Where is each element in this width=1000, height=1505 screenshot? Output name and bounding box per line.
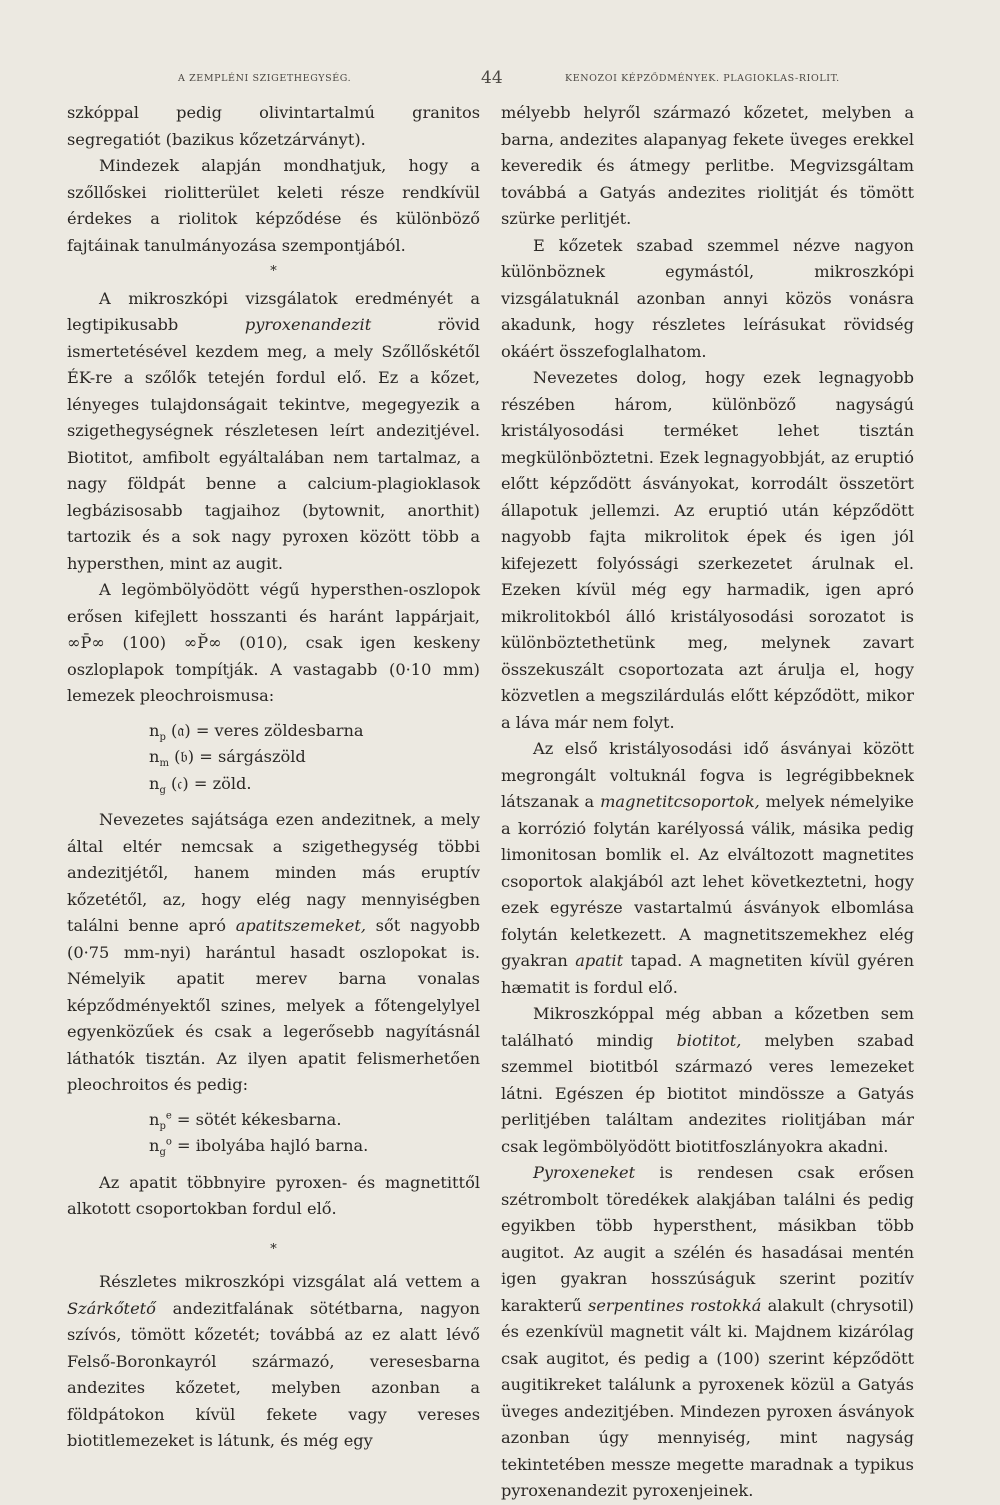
paragraph: A mikroszkópi vizsgálatok eredményét a legtipikusabb pyroxenandezit rövid ismertetésével kezdem meg, a mely Szőllőskétől ÉK-re a szőlők tetején fordul elő. Ez a kőzet, lényeges tulajdonságait tekintve, megegyezik a szigethegységnek részletesen leírt andezitjével. Biotitot, amfibolt egyáltalában nem tartalmaz, a nagy földpát benne a calcium-plagioklasok legbázisosabb tagjaihoz (bytownit, anorthit) tartozik és a sok nagy pyroxen között több a hypersthen, mint az augit. <box>67 288 480 573</box>
paragraph: Mindezek alapján mondhatjuk, hogy a szőllőskei riolitterület keleti része rendkívül érdekes a riolitok képződése és különböző fajtáinak tanulmányozása szempontjából. <box>67 156 480 255</box>
formula-line: $n_g$ (𝔠) = zöld. <box>149 773 252 796</box>
paragraph: Nevezetes sajátsága ezen andezitnek, a mely által eltér nemcsak a szigethegység többi andezitjétől, hanem minden más eruptív kőzetétől, az, hogy elég nagy mennyiségben találni benne apró apatitszemeket, sőt nagyobb (0·75 mm-nyi) harántul hasadt oszlopokat is. Némelyik apatit merev barna vonalas képződményektől szines, melyek a főtengelylyel egyenközűek és csak a legerősebb nagyításnál láthatók tisztán. Az ilyen apatit felismerhetően pleochroitos és pedig: <box>67 810 480 1094</box>
formula-line: $n_m$ (𝔟) = sárgászöld <box>149 747 306 770</box>
pleochroism-formula-apatite <box>149 1107 480 1160</box>
formula-line: $n_g^o$ = ibolyába hajló barna. <box>149 1136 369 1159</box>
section-separator-star: * <box>270 1241 277 1257</box>
paragraph: E kőzetek szabad szemmel nézve nagyon különböznek egymástól, mikroszkópi vizsgálatuknál azonban annyi közös vonásra akadunk, hogy részletes leírásukat rövidség okáért összefoglalhatom. <box>501 235 914 361</box>
paragraph: Nevezetes dolog, hogy ezek legnagyobb részében három, különböző nagyságú kristályosodási terméket lehet tisztán megkülönböztetni. Ezek legnagyobbját, az eruptió előtt képződött ásványokat, korrodált összetört állapotuk jellemzi. Az eruptió után képződött nagyobb fajta mikrolitok épek és igen jól kifejezett folyóssági szerkezetet árulnak el. Ezeken kívül még egy harmadik, igen apró mikrolitokból álló kristályosodási sorozatot is különböztethetünk meg, melynek zavart összekuszált csoportozata azt árulja el, hogy közvetlen a megszilárdulás előtt képződött, mikor a láva már nem folyt. <box>501 368 914 732</box>
italic-term: serpentines rostokká <box>588 1295 762 1315</box>
paragraph: Pyroxeneket is rendesen csak erősen szétrombolt töredékek alakjában találni és pedig egyikben több hypersthent, másikban több augitot. Az augit a szélén és hasadásai mentén igen gyakran hosszúságuk szerint pozitív karakterű serpentines rostokká alakult (chrysotil) és ezenkívül magnetit vált ki. Majdnem kizárólag csak augitot, és pedig a (100) szerint képződött augitikreket találunk a pyroxenek közül a Gatyás üveges andezitjében. Mindezen pyroxen ásványok azonban úgy mennyiség, mint nagyság tekintetében messze megette maradnak a typikus pyroxenandezit pyroxenjeinek. <box>501 1163 914 1500</box>
pleochroism-formula-hypersthen <box>149 718 480 798</box>
header-right-title: KENOZOI KÉPZŐDMÉNYEK. PLAGIOKLAS-RIOLIT. <box>565 73 840 84</box>
paragraph: mélyebb helyről származó kőzetet, melyben a barna, andezites alapanyag fekete üveges erekkel keveredik és átmegy perlitbe. Megvizsgáltam továbbá a Gatyás andezites riolitját és tömött szürke perlitjét. <box>501 103 914 228</box>
left-column <box>67 100 480 1455</box>
page-number: 44 <box>481 68 503 88</box>
paragraph: Mikroszkóppal még abban a kőzetben sem található mindig biotitot, melyben szabad szemmel biotitból származó veres lemezeket látni. Egészen ép biotitot mindössze a Gatyás perlitjében találtam andezites riolitjában már csak legömbölyödött biotitfoszlányokra akadni. <box>501 1004 914 1156</box>
italic-term: pyroxenandezit <box>244 315 372 334</box>
running-header <box>60 68 940 88</box>
italic-term: apatit <box>575 951 624 970</box>
italic-term: apatitszemeket, <box>235 916 366 935</box>
paragraph: Az apatit többnyire pyroxen- és magnetittől alkotott csoportokban fordul elő. <box>67 1172 480 1218</box>
italic-term: biotitot, <box>676 1030 742 1050</box>
italic-term: magnetitcsoportok, <box>600 792 760 811</box>
paragraph: Részletes mikroszkópi vizsgálat alá vettem a Szárkőtető andezitfalának sötétbarna, nagyon szívós, tömött kőzetét; továbbá az ez alatt lévő Felső-Boronkayról származó, veresesbarna andezites kőzetet, melyben azonban a földpátokon kívül fekete vagy vereses biotitlemezeket is látunk, és még egy <box>67 1272 480 1450</box>
paragraph: A legömbölyödött végű hypersthen-oszlopok erősen kifejlett hosszanti és haránt lappárjait, ∞P̄∞ (100) ∞P̆∞ (010), csak igen keskeny oszloplapok tompítják. A vastagabb (0·10 mm) lemezek pleochroismusa: <box>67 580 480 705</box>
formula-line: $n_p^e$ = sötét kékesbarna. <box>149 1109 342 1132</box>
paragraph: szkóppal pedig olivintartalmú granitos segregatiót (bazikus kőzetzárványt). <box>67 103 480 149</box>
header-left-title: A ZEMPLÉNI SZIGETHEGYSÉG. <box>178 73 352 84</box>
italic-term: Pyroxeneket <box>533 1163 636 1182</box>
right-column <box>501 100 914 1505</box>
formula-line: $n_p$ (𝔞) = veres zöldesbarna <box>149 720 364 743</box>
paragraph: Az első kristályosodási idő ásványai között megrongált voltuknál fogva is legrégibbeknek látszanak a magnetitcsoportok, melyek némelyike a korrózió folytán karélyossá válik, másika pedig limonitosan bomlik el. Az elváltozott magnetites csoportok alakjából azt lehet következtetni, hogy ezek egyrésze vastartalmú ásványok elbomlása folytán keletkezett. A magnetitszemekhez elég gyakran apatit tapad. A magnetiten kívül gyéren hæmatit is fordul elő. <box>501 739 914 997</box>
italic-term: Szárkőtető <box>67 1298 156 1318</box>
section-separator-star: * <box>270 264 277 279</box>
